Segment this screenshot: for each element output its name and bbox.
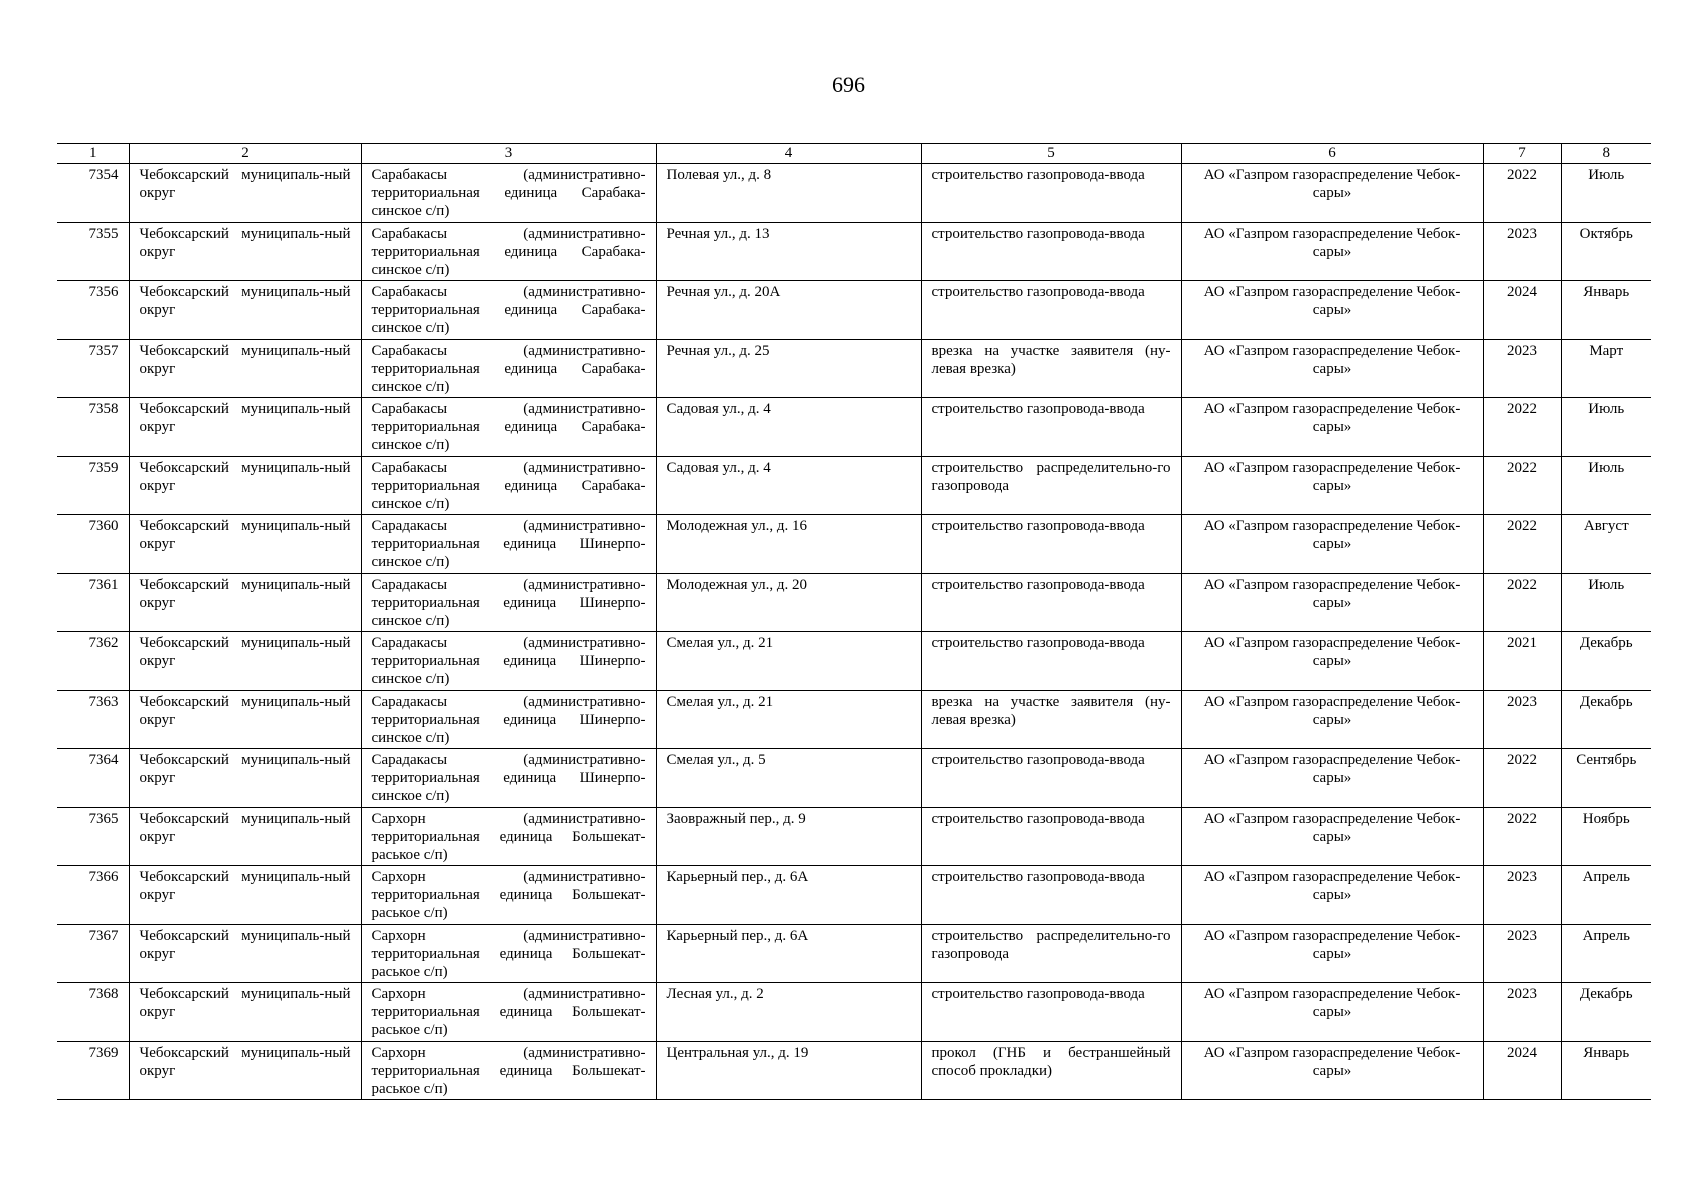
settlement-cell: Сарабакасы (административно-территориальная единица Сарабака-синское с/п) — [361, 164, 656, 223]
work-type-cell: строительство газопровода-ввода — [921, 398, 1181, 457]
organization-cell: АО «Газпром газораспределение Чебок-сары» — [1181, 164, 1483, 223]
address-cell: Молодежная ул., д. 16 — [656, 515, 921, 574]
month-cell: Сентябрь — [1561, 749, 1651, 808]
work-type-cell: строительство газопровода-ввода — [921, 222, 1181, 281]
work-type-cell: строительство распределительно-го газопровода — [921, 924, 1181, 983]
district-cell: Чебоксарский муниципаль-ный округ — [129, 515, 361, 574]
month-cell: Октябрь — [1561, 222, 1651, 281]
table-row — [57, 398, 1651, 457]
row-number-cell: 7355 — [57, 222, 129, 281]
address-cell: Карьерный пер., д. 6А — [656, 866, 921, 925]
settlement-cell: Сархорн (административно-территориальная единица Большекат-раськое с/п) — [361, 807, 656, 866]
address-cell: Речная ул., д. 20А — [656, 281, 921, 340]
table-row — [57, 339, 1651, 398]
month-cell: Июль — [1561, 164, 1651, 223]
month-cell: Декабрь — [1561, 983, 1651, 1042]
organization-cell: АО «Газпром газораспределение Чебок-сары» — [1181, 515, 1483, 574]
address-cell: Карьерный пер., д. 6А — [656, 924, 921, 983]
year-cell: 2024 — [1483, 1041, 1561, 1100]
settlement-cell: Сарабакасы (административно-территориальная единица Сарабака-синское с/п) — [361, 281, 656, 340]
settlement-cell: Сархорн (административно-территориальная единица Большекат-раськое с/п) — [361, 924, 656, 983]
table-row — [57, 749, 1651, 808]
row-number-cell: 7360 — [57, 515, 129, 574]
row-number-cell: 7358 — [57, 398, 129, 457]
work-type-cell: строительство распределительно-го газопровода — [921, 456, 1181, 515]
work-type-cell: строительство газопровода-ввода — [921, 573, 1181, 632]
work-type-cell: прокол (ГНБ и бестраншейный способ прокладки) — [921, 1041, 1181, 1100]
year-cell: 2024 — [1483, 281, 1561, 340]
district-cell: Чебоксарский муниципаль-ный округ — [129, 866, 361, 925]
row-number-cell: 7356 — [57, 281, 129, 340]
district-cell: Чебоксарский муниципаль-ный округ — [129, 807, 361, 866]
address-cell: Полевая ул., д. 8 — [656, 164, 921, 223]
work-type-cell: строительство газопровода-ввода — [921, 807, 1181, 866]
organization-cell: АО «Газпром газораспределение Чебок-сары» — [1181, 807, 1483, 866]
row-number-cell: 7354 — [57, 164, 129, 223]
work-type-cell: врезка на участке заявителя (ну-левая врезка) — [921, 339, 1181, 398]
year-cell: 2023 — [1483, 866, 1561, 925]
year-cell: 2022 — [1483, 164, 1561, 223]
year-cell: 2022 — [1483, 807, 1561, 866]
district-cell: Чебоксарский муниципаль-ный округ — [129, 1041, 361, 1100]
table-row — [57, 456, 1651, 515]
month-cell: Июль — [1561, 398, 1651, 457]
organization-cell: АО «Газпром газораспределение Чебок-сары» — [1181, 281, 1483, 340]
table-row — [57, 515, 1651, 574]
district-cell: Чебоксарский муниципаль-ный округ — [129, 398, 361, 457]
organization-cell: АО «Газпром газораспределение Чебок-сары» — [1181, 398, 1483, 457]
table-row — [57, 807, 1651, 866]
settlement-cell: Сарабакасы (административно-территориальная единица Сарабака-синское с/п) — [361, 398, 656, 457]
district-cell: Чебоксарский муниципаль-ный округ — [129, 632, 361, 691]
registry-table — [57, 143, 1651, 1100]
address-cell: Смелая ул., д. 21 — [656, 690, 921, 749]
organization-cell: АО «Газпром газораспределение Чебок-сары» — [1181, 983, 1483, 1042]
organization-cell: АО «Газпром газораспределение Чебок-сары» — [1181, 456, 1483, 515]
page-number: 696 — [832, 72, 865, 97]
month-cell: Ноябрь — [1561, 807, 1651, 866]
year-cell: 2023 — [1483, 924, 1561, 983]
district-cell: Чебоксарский муниципаль-ный округ — [129, 164, 361, 223]
settlement-cell: Сарадакасы (административно-территориальная единица Шинерпо-синское с/п) — [361, 515, 656, 574]
column-header-7: 7 — [1483, 144, 1561, 164]
year-cell: 2021 — [1483, 632, 1561, 691]
district-cell: Чебоксарский муниципаль-ный округ — [129, 281, 361, 340]
address-cell: Заовражный пер., д. 9 — [656, 807, 921, 866]
month-cell: Январь — [1561, 1041, 1651, 1100]
row-number-cell: 7364 — [57, 749, 129, 808]
table-body — [57, 164, 1651, 1100]
organization-cell: АО «Газпром газораспределение Чебок-сары» — [1181, 1041, 1483, 1100]
column-header-6: 6 — [1181, 144, 1483, 164]
month-cell: Апрель — [1561, 924, 1651, 983]
address-cell: Центральная ул., д. 19 — [656, 1041, 921, 1100]
organization-cell: АО «Газпром газораспределение Чебок-сары» — [1181, 339, 1483, 398]
row-number-cell: 7363 — [57, 690, 129, 749]
settlement-cell: Сарадакасы (административно-территориальная единица Шинерпо-синское с/п) — [361, 573, 656, 632]
month-cell: Август — [1561, 515, 1651, 574]
organization-cell: АО «Газпром газораспределение Чебок-сары» — [1181, 866, 1483, 925]
row-number-cell: 7359 — [57, 456, 129, 515]
district-cell: Чебоксарский муниципаль-ный округ — [129, 749, 361, 808]
month-cell: Март — [1561, 339, 1651, 398]
table-row — [57, 690, 1651, 749]
row-number-cell: 7365 — [57, 807, 129, 866]
address-cell: Молодежная ул., д. 20 — [656, 573, 921, 632]
settlement-cell: Сархорн (административно-территориальная единица Большекат-раськое с/п) — [361, 1041, 656, 1100]
year-cell: 2022 — [1483, 515, 1561, 574]
table-row — [57, 1041, 1651, 1100]
settlement-cell: Сархорн (административно-территориальная единица Большекат-раськое с/п) — [361, 866, 656, 925]
settlement-cell: Сарадакасы (административно-территориальная единица Шинерпо-синское с/п) — [361, 690, 656, 749]
month-cell: Апрель — [1561, 866, 1651, 925]
month-cell: Июль — [1561, 573, 1651, 632]
district-cell: Чебоксарский муниципаль-ный округ — [129, 573, 361, 632]
organization-cell: АО «Газпром газораспределение Чебок-сары» — [1181, 749, 1483, 808]
district-cell: Чебоксарский муниципаль-ный округ — [129, 690, 361, 749]
year-cell: 2022 — [1483, 456, 1561, 515]
settlement-cell: Сарабакасы (административно-территориальная единица Сарабака-синское с/п) — [361, 339, 656, 398]
row-number-cell: 7369 — [57, 1041, 129, 1100]
row-number-cell: 7357 — [57, 339, 129, 398]
organization-cell: АО «Газпром газораспределение Чебок-сары» — [1181, 222, 1483, 281]
month-cell: Декабрь — [1561, 632, 1651, 691]
table-row — [57, 983, 1651, 1042]
year-cell: 2023 — [1483, 222, 1561, 281]
address-cell: Речная ул., д. 25 — [656, 339, 921, 398]
year-cell: 2023 — [1483, 339, 1561, 398]
settlement-cell: Сарадакасы (административно-территориальная единица Шинерпо-синское с/п) — [361, 749, 656, 808]
table-row — [57, 281, 1651, 340]
year-cell: 2023 — [1483, 983, 1561, 1042]
column-header-4: 4 — [656, 144, 921, 164]
organization-cell: АО «Газпром газораспределение Чебок-сары» — [1181, 632, 1483, 691]
row-number-cell: 7367 — [57, 924, 129, 983]
work-type-cell: строительство газопровода-ввода — [921, 515, 1181, 574]
table-row — [57, 924, 1651, 983]
work-type-cell: строительство газопровода-ввода — [921, 866, 1181, 925]
address-cell: Смелая ул., д. 21 — [656, 632, 921, 691]
table-row — [57, 164, 1651, 223]
table-row — [57, 632, 1651, 691]
address-cell: Речная ул., д. 13 — [656, 222, 921, 281]
column-header-1: 1 — [57, 144, 129, 164]
month-cell: Декабрь — [1561, 690, 1651, 749]
work-type-cell: строительство газопровода-ввода — [921, 281, 1181, 340]
column-header-5: 5 — [921, 144, 1181, 164]
work-type-cell: строительство газопровода-ввода — [921, 749, 1181, 808]
row-number-cell: 7361 — [57, 573, 129, 632]
district-cell: Чебоксарский муниципаль-ный округ — [129, 924, 361, 983]
year-cell: 2022 — [1483, 573, 1561, 632]
work-type-cell: врезка на участке заявителя (ну-левая врезка) — [921, 690, 1181, 749]
header-row — [57, 144, 1651, 164]
table-row — [57, 573, 1651, 632]
district-cell: Чебоксарский муниципаль-ный округ — [129, 983, 361, 1042]
address-cell: Смелая ул., д. 5 — [656, 749, 921, 808]
table-row — [57, 866, 1651, 925]
district-cell: Чебоксарский муниципаль-ный округ — [129, 222, 361, 281]
address-cell: Садовая ул., д. 4 — [656, 456, 921, 515]
settlement-cell: Сарабакасы (административно-территориальная единица Сарабака-синское с/п) — [361, 456, 656, 515]
work-type-cell: строительство газопровода-ввода — [921, 632, 1181, 691]
column-header-2: 2 — [129, 144, 361, 164]
row-number-cell: 7366 — [57, 866, 129, 925]
year-cell: 2022 — [1483, 749, 1561, 808]
column-header-3: 3 — [361, 144, 656, 164]
address-cell: Лесная ул., д. 2 — [656, 983, 921, 1042]
work-type-cell: строительство газопровода-ввода — [921, 164, 1181, 223]
row-number-cell: 7362 — [57, 632, 129, 691]
settlement-cell: Сарадакасы (административно-территориальная единица Шинерпо-синское с/п) — [361, 632, 656, 691]
table-row — [57, 222, 1651, 281]
organization-cell: АО «Газпром газораспределение Чебок-сары» — [1181, 924, 1483, 983]
month-cell: Январь — [1561, 281, 1651, 340]
column-header-8: 8 — [1561, 144, 1651, 164]
district-cell: Чебоксарский муниципаль-ный округ — [129, 456, 361, 515]
work-type-cell: строительство газопровода-ввода — [921, 983, 1181, 1042]
organization-cell: АО «Газпром газораспределение Чебок-сары» — [1181, 573, 1483, 632]
district-cell: Чебоксарский муниципаль-ный округ — [129, 339, 361, 398]
month-cell: Июль — [1561, 456, 1651, 515]
settlement-cell: Сарабакасы (административно-территориальная единица Сарабака-синское с/п) — [361, 222, 656, 281]
year-cell: 2023 — [1483, 690, 1561, 749]
row-number-cell: 7368 — [57, 983, 129, 1042]
address-cell: Садовая ул., д. 4 — [656, 398, 921, 457]
organization-cell: АО «Газпром газораспределение Чебок-сары» — [1181, 690, 1483, 749]
year-cell: 2022 — [1483, 398, 1561, 457]
settlement-cell: Сархорн (административно-территориальная единица Большекат-раськое с/п) — [361, 983, 656, 1042]
